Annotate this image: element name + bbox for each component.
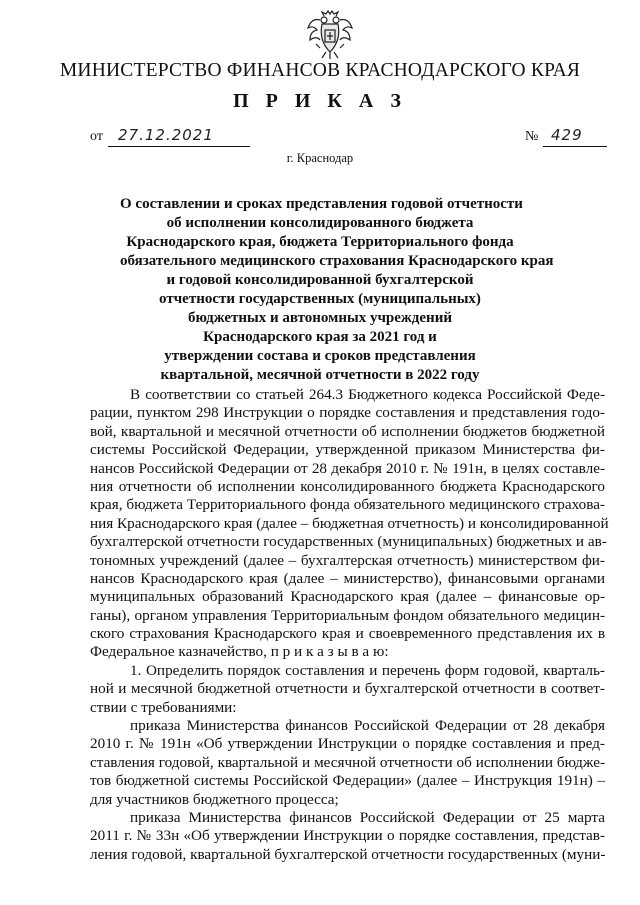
body-line: бухгалтерской отчетности государственных (муниципальных) бюджетных и ав- [90,533,607,551]
subject-line: Краснодарского края за 2021 год и [203,329,437,345]
date-field [90,126,250,149]
body-line: ления годовой, квартальной бухгалтерской отчетности государственных (муни- [90,845,606,863]
body-line: системы Российской Федерации, утвержденной приказом Министерства фи- [90,441,605,459]
body-line: Федеральное казначейство, п р и к а з ы в а ю: [90,643,389,661]
body-line: 2010 г. № 191н «Об утверждении Инструкции о порядке составления и пред- [90,735,605,753]
body-line: ной и месячной бюджетной отчетности и бухгалтерской отчетности в соответ- [90,680,605,698]
body-line: нансов Российской Федерации от 28 декабря 2010 г. № 191н, в целях составле- [90,459,605,477]
body-line: края, бюджета Территориального фонда обязательного медицинского страхова- [90,496,605,514]
date-prefix: от [90,129,103,144]
subject-line: утверждении состава и сроков представления [164,348,476,364]
subject-line: обязательного медицинского страхования Краснодарского края [120,253,554,269]
subject-line: О составлении и сроках представления годовой отчетности [120,196,523,212]
subject-line: Краснодарского края, бюджета Территориального фонда [126,234,514,250]
document-type: П Р И К А З [233,90,407,112]
body-line: для участников бюджетного процесса; [90,790,339,808]
body-line: ствии с требованиями: [90,698,237,716]
body-line: ского страхования Краснодарского края и своевременного представления их в [90,625,605,643]
subject-line: и годовой консолидированной бухгалтерской [166,272,474,288]
number-value: 429 [551,126,583,144]
number-field [525,126,607,149]
body-line: тов бюджетной системы Российской Федерации» (далее – Инструкция 191н) – [90,772,605,790]
subject-line: бюджетных и автономных учреждений [188,310,452,326]
body-line: ставления годовой, квартальной и месячной отчетности об исполнении бюдже- [90,753,605,771]
document-body [90,386,609,864]
city: г. Краснодар [286,151,354,165]
date-value: 27.12.2021 [118,126,214,144]
body-line: приказа Министерства финансов Российской Федерации от 25 марта [130,808,605,826]
body-line: рации, пунктом 298 Инструкции о порядке составления и представления годо- [90,404,605,422]
subject-line: об исполнении консолидированного бюджета [166,215,474,231]
subject-line: квартальной, месячной отчетности в 2022 году [160,367,480,383]
body-line: вой, квартальной и месячной отчетности об исполнении бюджетов бюджетной [90,422,605,440]
body-line: ния отчетности об исполнении консолидированного бюджета Краснодарского [90,477,605,495]
body-line: нансов Краснодарского края (далее – министерство), финансовыми органами [90,569,605,587]
body-line: муниципальных образований Краснодарского края (далее – финансовые ор- [90,588,605,606]
number-prefix: № [525,129,539,144]
date-underline [108,146,250,147]
body-line: ния Краснодарского края (далее – бюджетная отчетность) и консолидированной [90,514,609,532]
subject-line: отчетности государственных (муниципальных) [159,291,481,307]
number-underline [543,146,607,147]
ministry-name: МИНИСТЕРСТВО ФИНАНСОВ КРАСНОДАРСКОГО КРАЯ [59,60,581,81]
body-line: В соответствии со статьей 264.3 Бюджетного кодекса Российской Феде- [130,386,605,403]
body-line: тономных учреждений (далее – бухгалтерская отчетность) министерством фи- [90,551,605,569]
body-line: приказа Министерства финансов Российской Федерации от 28 декабря [130,717,605,735]
coat-of-arms-icon [306,10,354,60]
body-line: 1. Определить порядок составления и перечень форм годовой, кварталь- [130,661,605,679]
subject-heading [120,195,554,385]
body-line: ганы), органом управления Территориальным фондом обязательного медицин- [90,606,605,624]
body-line: 2011 г. № 33н «Об утверждении Инструкции о порядке составления, представ- [90,827,605,845]
